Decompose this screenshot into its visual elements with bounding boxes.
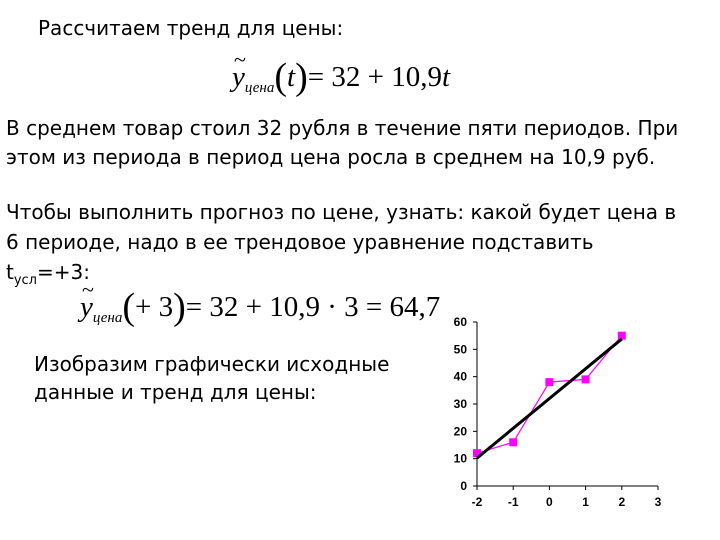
x-tick-label: -1 [507,495,519,509]
y-tick-label: 40 [453,369,467,384]
formula2-subscript: цена [92,310,123,326]
formula-arg: t [287,61,296,93]
data-point [582,375,590,383]
data-series [473,332,626,458]
price-chart [430,308,690,530]
para3-line1: Изобразим графически исходные [34,352,390,376]
t-value: =+3: [37,260,90,284]
formula2-var: ~ y [80,291,93,323]
x-tick-label: 0 [546,495,553,509]
series-line [477,336,622,454]
y-tick-label: 0 [460,479,467,493]
t-subscript: усл [13,273,37,288]
y-tick-label: 10 [453,451,467,466]
x-tick-label: -2 [471,495,483,509]
heading: Рассчитаем тренд для цены: [38,16,344,40]
data-point [545,378,553,386]
y-tick-label: 50 [453,342,467,357]
formula-var: ~ y [232,61,245,93]
y-tick-label: 30 [453,397,467,411]
y-tick-label: 60 [453,315,467,329]
para1-line2: этом из периода в период цена росла в среднем на 10,9 руб. [6,145,656,169]
x-tick-label: 2 [618,495,626,509]
trend-line [477,339,622,458]
para2-line1: Чтобы выполнить прогноз по цене, узнать: какой будет цена в [6,200,677,224]
para2-line3 [6,258,90,290]
formula2-rhs: = 32 + 10,9 · 3 = 64,7 [185,291,441,323]
formula-rhs: = 32 + 10,9 [307,61,442,93]
trend-line-path [477,339,622,458]
formula-subscript: цена [244,80,275,96]
x-axis [472,486,662,509]
para3-line2: данные и тренд для цены: [34,380,317,404]
y-axis [454,315,477,493]
t-var: t [6,260,14,284]
x-tick-label: 3 [654,495,662,509]
y-tick-label: 20 [453,424,467,439]
x-tick-label: 1 [582,495,589,509]
data-point [618,332,626,340]
forecast-formula: ~ $y_{цена}(+ 3)= 32 + 10,9 \cdot 3 = 64,7$ [80,282,440,326]
formula-tail: t [441,61,451,93]
para2-line2: 6 периоде, надо в ее трендовое уравнение подставить [6,230,594,254]
data-point [509,438,517,446]
trend-formula: ~ $y_{цена}(t)= 32 + 10,9t$ [232,52,450,96]
formula2-arg: + 3 [135,291,174,323]
para1-line1: В среднем товар стоил 32 рубля в течение пяти периодов. При [6,116,679,140]
